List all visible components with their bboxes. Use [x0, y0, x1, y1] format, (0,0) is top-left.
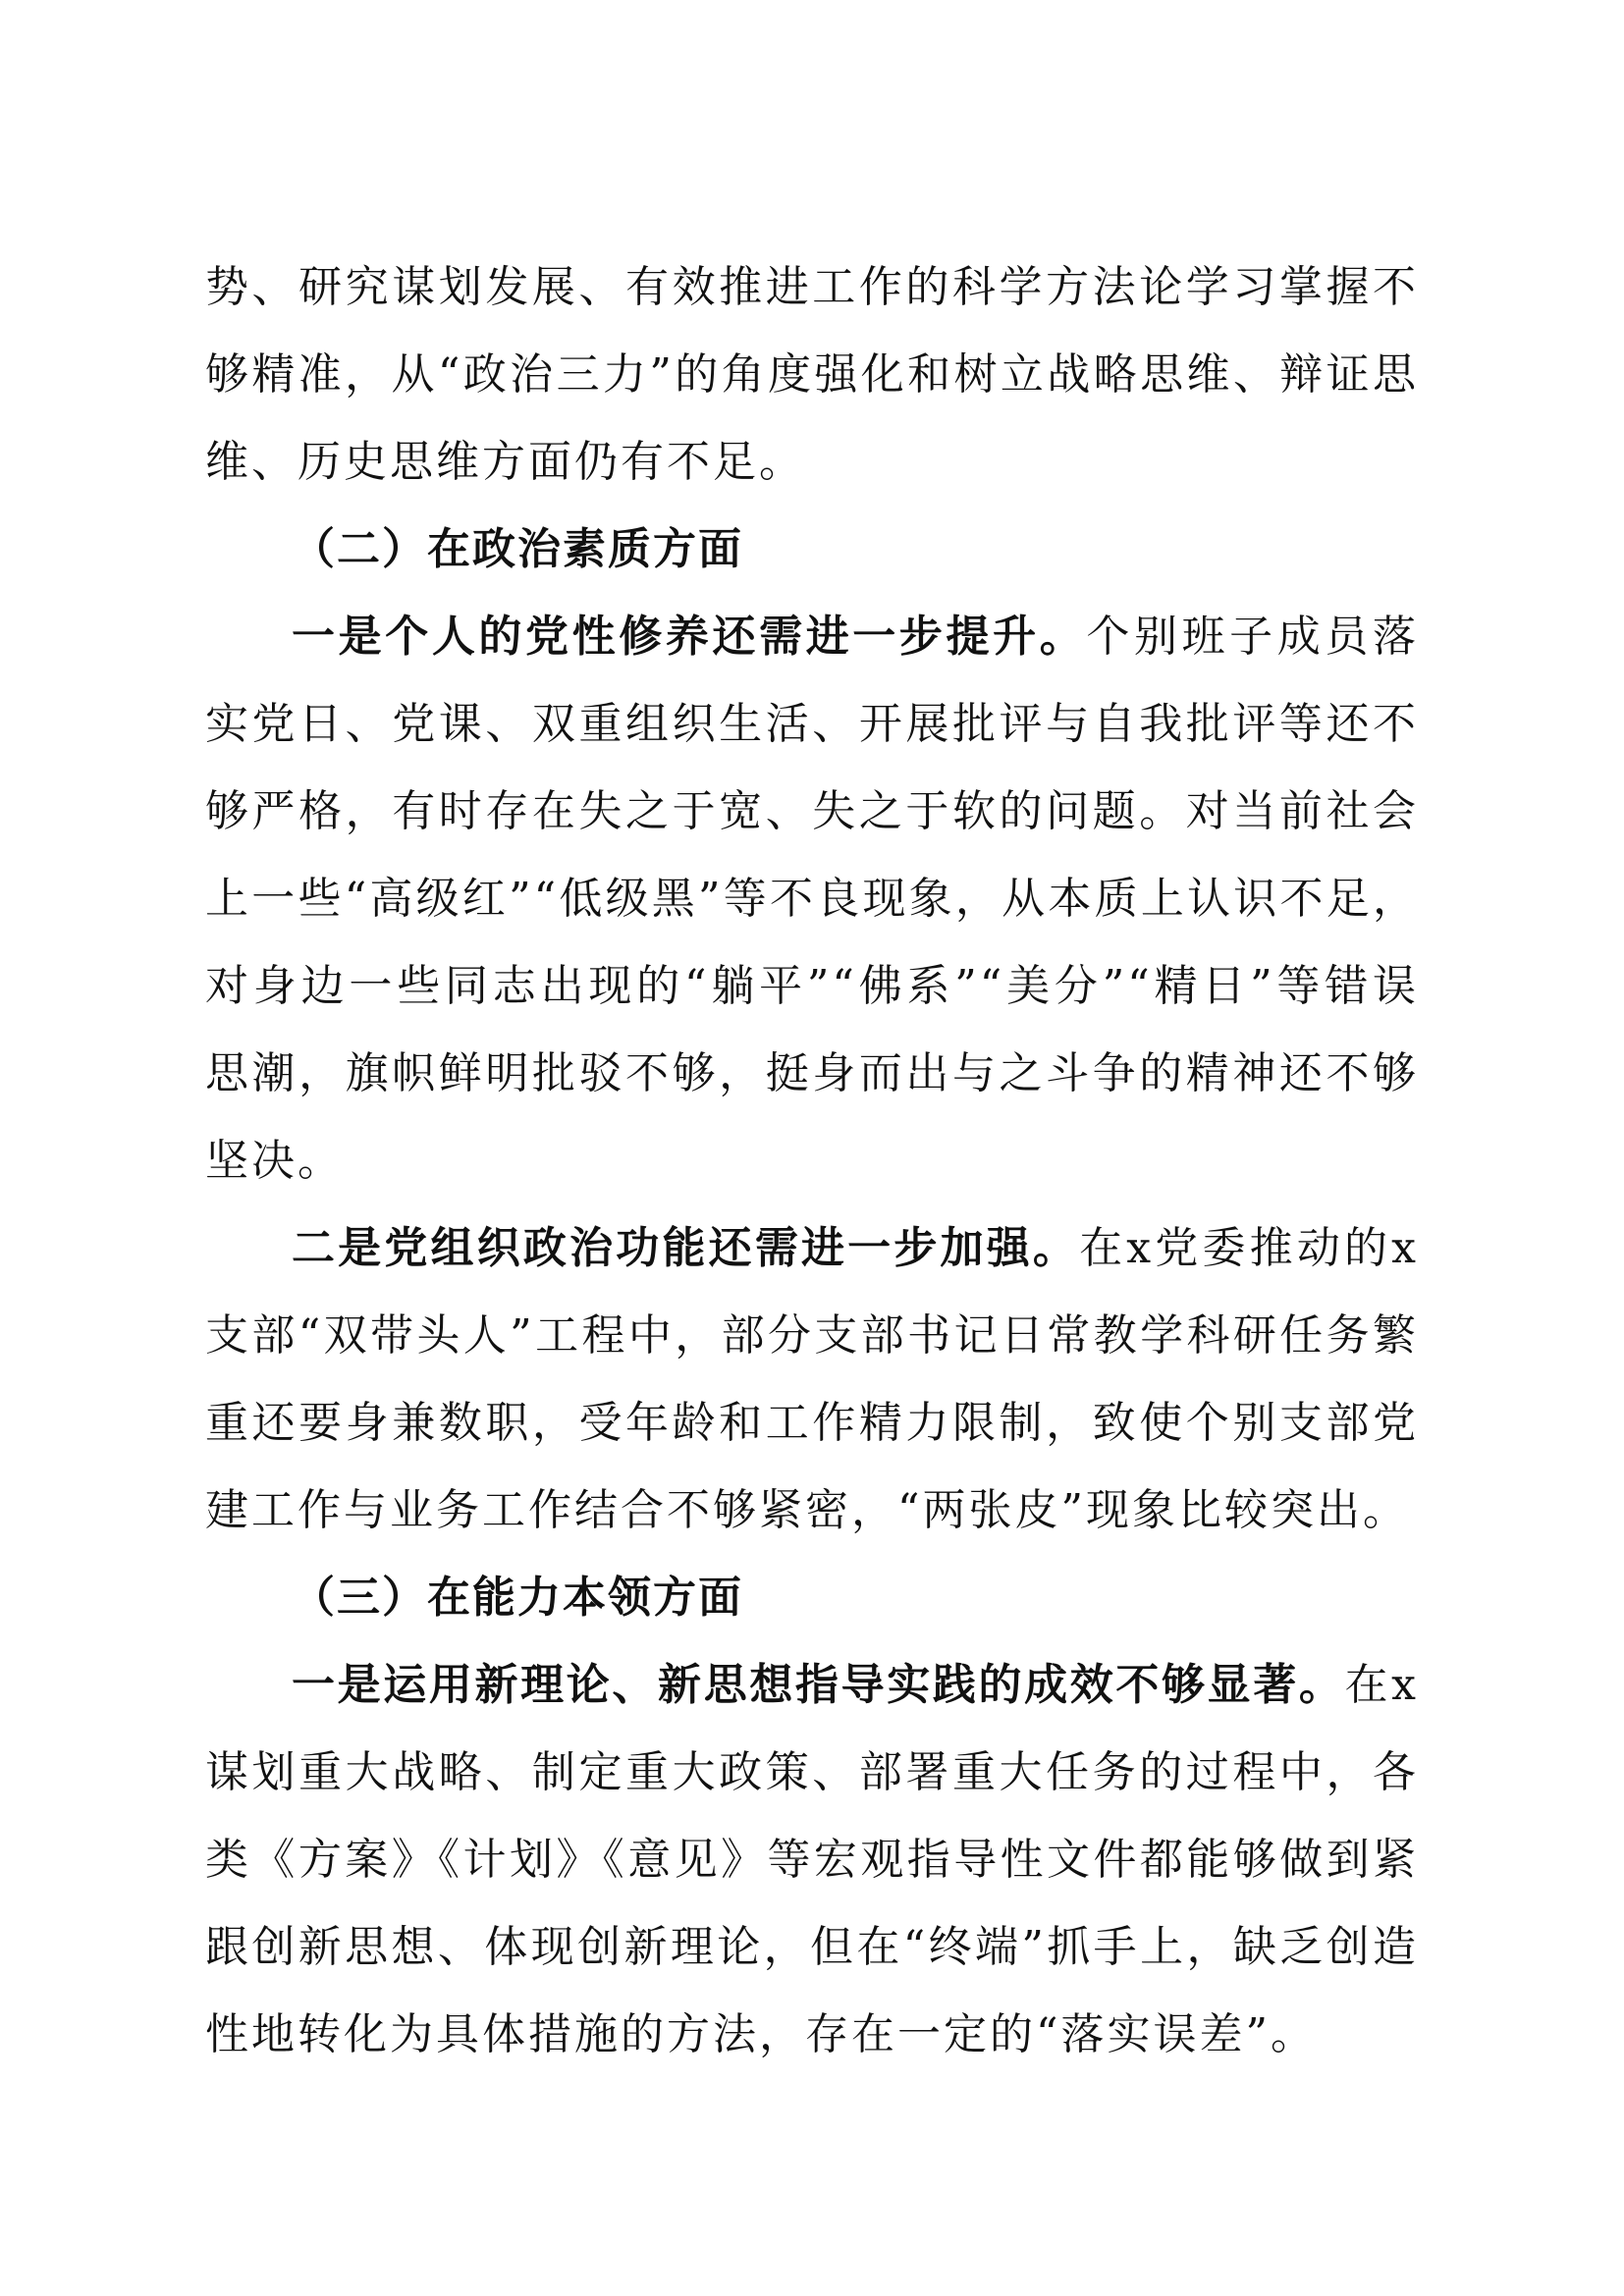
paragraph-organization-function [205, 1204, 1419, 1554]
paragraph-lead: 一是个人的党性修养还需进一步提升。 [292, 612, 1087, 662]
document-body [205, 243, 1419, 2078]
paragraph-lead: 二是党组织政治功能还需进一步加强。 [292, 1223, 1080, 1273]
section-heading-political-quality: （二）在政治素质方面 [292, 524, 743, 574]
paragraph-continuation [205, 243, 1419, 506]
paragraph-lead: 一是运用新理论、新思想指导实践的成效不够显著。 [292, 1660, 1345, 1710]
section-heading-ability: （三）在能力本领方面 [292, 1573, 743, 1623]
paragraph-theory-practice [205, 1641, 1419, 2078]
paragraph-text: 个别班子成员落实党日、党课、双重组织生活、开展批评与自我批评等还不够严格，有时存在失之于宽、失之于软的问题。对当前社会上一些“高级红”“低级黑”等不良现象，从本质上认识不足，对身边一些同志出现的“躺平”“佛系”“美分”“精日”等错误思潮，旗帜鲜明批驳不够，挺身而出与之斗争的精神还不够坚决。 [205, 612, 1420, 1186]
paragraph-text: 在x党委推动的x支部“双带头人”工程中，部分支部书记日常教学科研任务繁重还要身兼数职，受年龄和工作精力限制，致使个别支部党建工作与业务工作结合不够紧密，“两张皮”现象比较突出。 [205, 1223, 1419, 1535]
paragraph-text: 势、研究谋划发展、有效推进工作的科学方法论学习掌握不够精准，从“政治三力”的角度强化和树立战略思维、辩证思维、历史思维方面仍有不足。 [205, 262, 1419, 487]
paragraph-party-spirit [205, 593, 1419, 1204]
paragraph-text: 在x谋划重大战略、制定重大政策、部署重大任务的过程中，各类《方案》《计划》《意见》等宏观指导性文件都能够做到紧跟创新思想、体现创新理论，但在“终端”抓手上，缺乏创造性地转化为具体措施的方法，存在一定的“落实误差”。 [205, 1660, 1419, 2059]
